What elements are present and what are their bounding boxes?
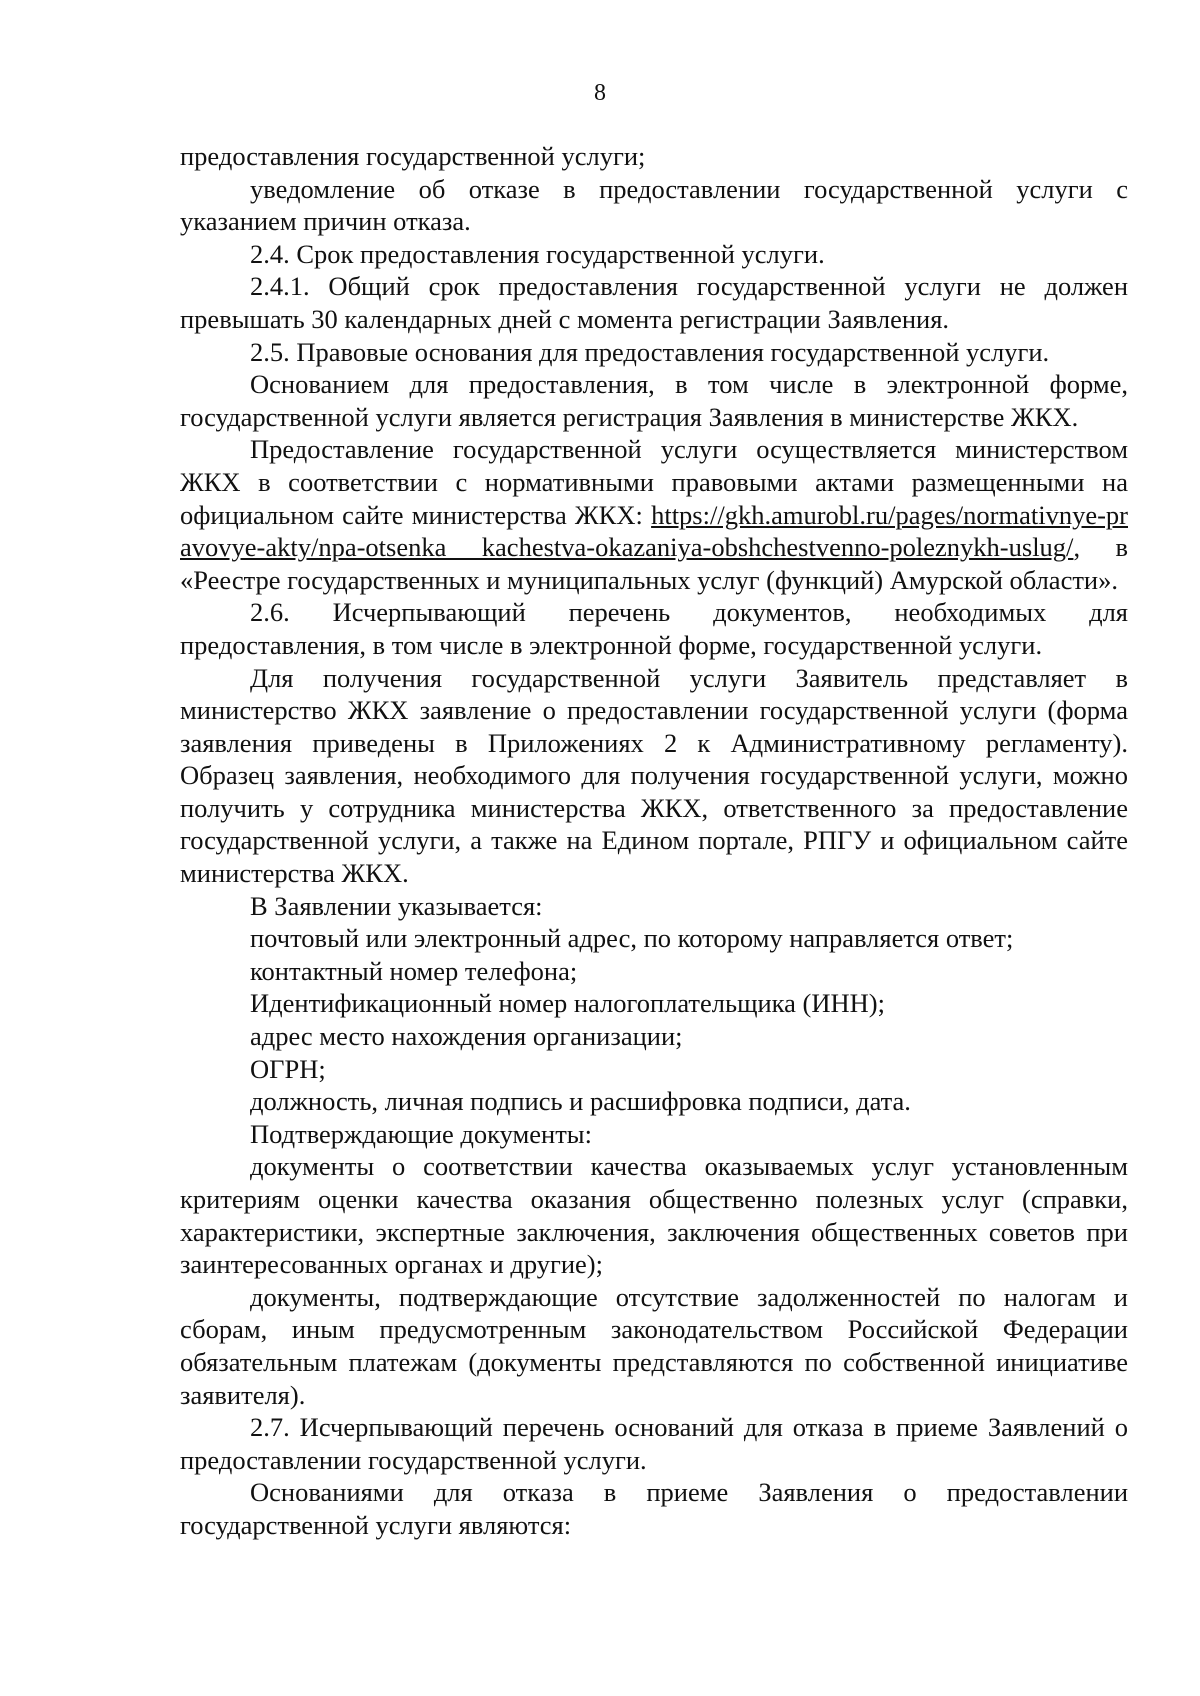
- page-number: 8: [594, 80, 606, 106]
- section-heading: 2.6. Исчерпывающий перечень документов, необходимых для предоставления, в том числе в электронной форме, государственной услуги.: [180, 597, 1128, 660]
- paragraph: Основаниями для отказа в приеме Заявления о предоставлении государственной услуги являются:: [180, 1477, 1128, 1540]
- list-item: почтовый или электронный адрес, по которому направляется ответ;: [250, 923, 1014, 954]
- paragraph: уведомление об отказе в предоставлении государственной услуги с указанием причин отказа.: [180, 173, 1128, 237]
- paragraph: Основанием для предоставления, в том числе в электронной форме, государственной услуги является регистрация Заявления в министерстве ЖКХ.: [180, 369, 1128, 432]
- npa-link[interactable]: https://gkh.amurobl.ru/pages/normativnye-pravovye-akty/npa-otsenka kachestva-okazaniya-obshchestvenno-poleznykh-uslug/: [180, 499, 1128, 563]
- section-heading: 2.7. Исчерпывающий перечень оснований для отказа в приеме Заявлений о предоставлении государственной услуги.: [180, 1412, 1128, 1475]
- paragraph: Подтверждающие документы:: [250, 1118, 592, 1149]
- paragraph: В Заявлении указывается:: [250, 890, 543, 921]
- list-item: Идентификационный номер налогоплательщика (ИНН);: [250, 988, 885, 1019]
- list-item: должность, личная подпись и расшифровка подписи, дата.: [250, 1086, 911, 1117]
- section-heading: 2.4. Срок предоставления государственной услуги.: [250, 238, 825, 269]
- list-item: контактный номер телефона;: [250, 955, 578, 986]
- list-item: ОГРН;: [250, 1053, 326, 1084]
- paragraph-with-link: [180, 433, 1128, 596]
- section-heading: 2.5. Правовые основания для предоставления государственной услуги.: [250, 336, 1050, 367]
- list-item: документы, подтверждающие отсутствие задолженностей по налогам и сборам, иным предусмотренным законодательством Российской Федерации обязательным платежам (документы представляются по собственной инициативе заявителя).: [180, 1281, 1128, 1410]
- list-item: адрес место нахождения организации;: [250, 1021, 683, 1052]
- paragraph: 2.4.1. Общий срок предоставления государственной услуги не должен превышать 30 календарных дней с момента регистрации Заявления.: [180, 271, 1128, 334]
- list-item: документы о соответствии качества оказываемых услуг установленным критериям оценки качества оказания общественно полезных услуг (справки, характеристики, экспертные заключения, заключения общественных советов при заинтересованных органах и другие);: [180, 1151, 1128, 1280]
- paragraph-text: Предоставление государственной услуги осуществляется министерством ЖКХ в соответствии с нормативными правовыми актами размещенными на официальном сайте министерства ЖКХ:: [180, 434, 1128, 530]
- paragraph: Для получения государственной услуги Заявитель представляет в министерство ЖКХ заявление о предоставлении государственной услуги (форма заявления приведены в Приложениях 2 к Административному регламенту). Образец заявления, необходимого для получения государственной услуги, можно получить у сотрудника министерства ЖКХ, ответственного за предоставление государственной услуги, а также на Едином портале, РПГУ и официальном сайте министерства ЖКХ.: [180, 662, 1128, 889]
- document-body: [180, 140, 1128, 1542]
- paragraph-text: , в «Реестре государственных и муниципальных услуг (функций) Амурской области».: [180, 532, 1128, 595]
- paragraph: предоставления государственной услуги;: [180, 141, 646, 171]
